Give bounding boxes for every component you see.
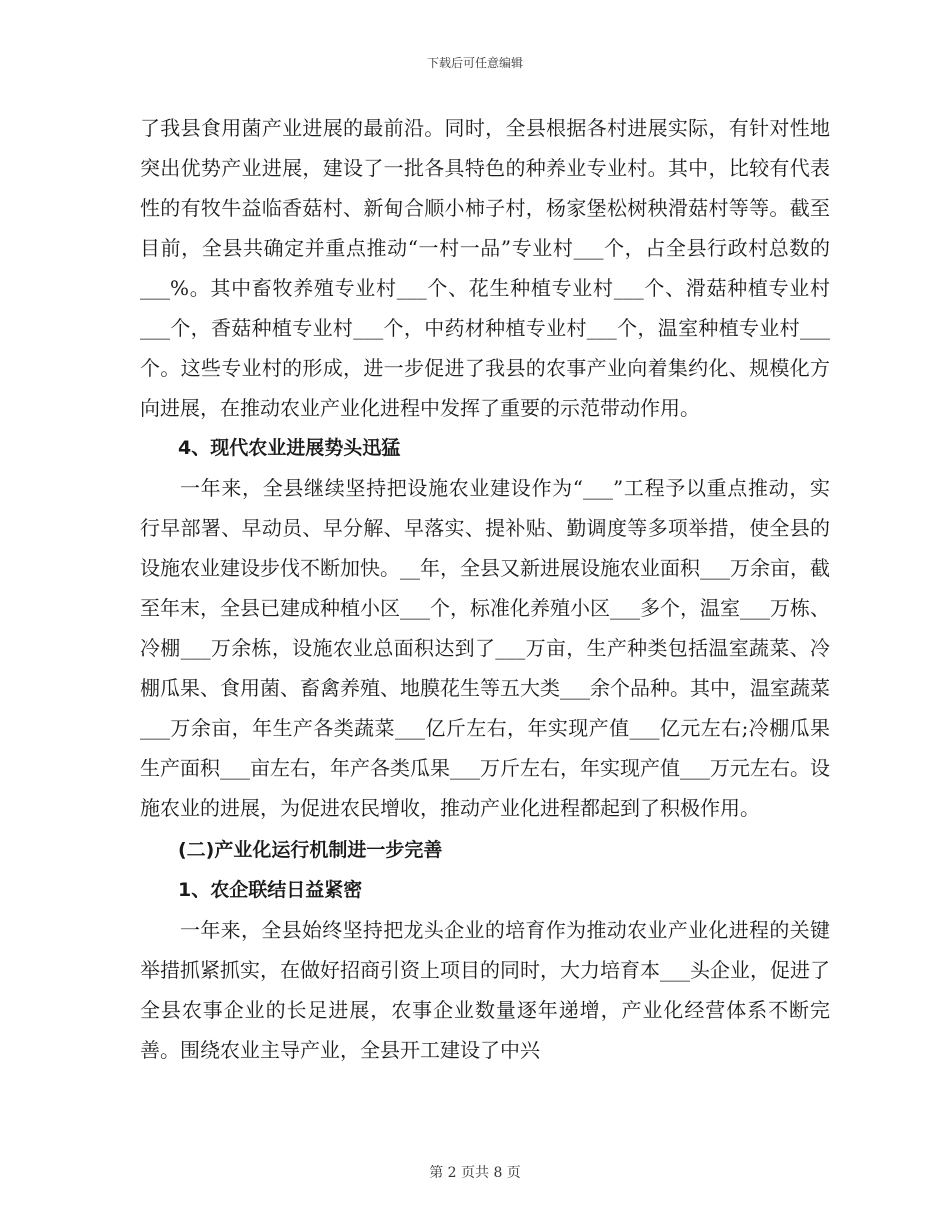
paragraph-3: 一年来，全县始终坚持把龙头企业的培育作为推动农业产业化进程的关键举措抓紧抓实，在做好招商引资上项目的同时，大力培育本___头企业，促进了全县农事企业的长足进展，农事企业数量逐年递增，产业化经营体系不断完善。围绕农业主导产业，全县开工建设了中兴 bbox=[140, 918, 830, 1062]
section-heading-4: 4、现代农业进展势头迅猛 bbox=[178, 437, 401, 459]
paragraph-1: 了我县食用菌产业进展的最前沿。同时，全县根据各村进展实际，有针对性地突出优势产业进展，建设了一批各具特色的种养业专业村。其中，比较有代表性的有牧牛益临香菇村、新甸合顺小柿子村，杨家堡松树秧滑菇村等等。截至目前，全县共确定并重点推动“一村一品”专业村___个，占全县行政村总数的___%。其中畜牧养殖专业村___个、花生种植专业村___个、滑菇种植专业村___个，香菇种植专业村___个，中药材种植专业村___个，温室种植专业村___个。这些专业村的形成，进一步促进了我县的农事产业向着集约化、规模化方向进展，在推动农业产业化进程中发挥了重要的示范带动作用。 bbox=[140, 116, 830, 420]
paragraph-2: 一年来，全县继续坚持把设施农业建设作为“___”工程予以重点推动，实行早部署、早动员、早分解、早落实、提补贴、勤调度等多项举措，使全县的设施农业建设步伐不断加快。__年，全县又新进展设施农业面积___万余亩，截至年末，全县已建成种植小区___个，标准化养殖小区___多个，温室___万栋、冷棚___万余栋，设施农业总面积达到了___万亩，生产种类包括温室蔬菜、冷棚瓜果、食用菌、畜禽养殖、地膜花生等五大类___余个品种。其中，温室蔬菜___万余亩，年生产各类蔬菜___亿斤左右，年实现产值___亿元左右;冷棚瓜果生产面积___亩左右，年产各类瓜果___万斤左右，年实现产值___万元左右。设施农业的进展，为促进农民增收，推动产业化进程都起到了积极作用。 bbox=[140, 476, 830, 820]
document-body bbox=[140, 108, 830, 1070]
page-footer: 第 2 页共 8 页 bbox=[429, 1165, 521, 1181]
section-heading-2: (二)产业化运行机制进一步完善 bbox=[178, 839, 443, 861]
section-heading-1: 1、农企联结日益紧密 bbox=[178, 879, 363, 901]
page-header: 下载后可任意编辑 bbox=[426, 56, 523, 70]
